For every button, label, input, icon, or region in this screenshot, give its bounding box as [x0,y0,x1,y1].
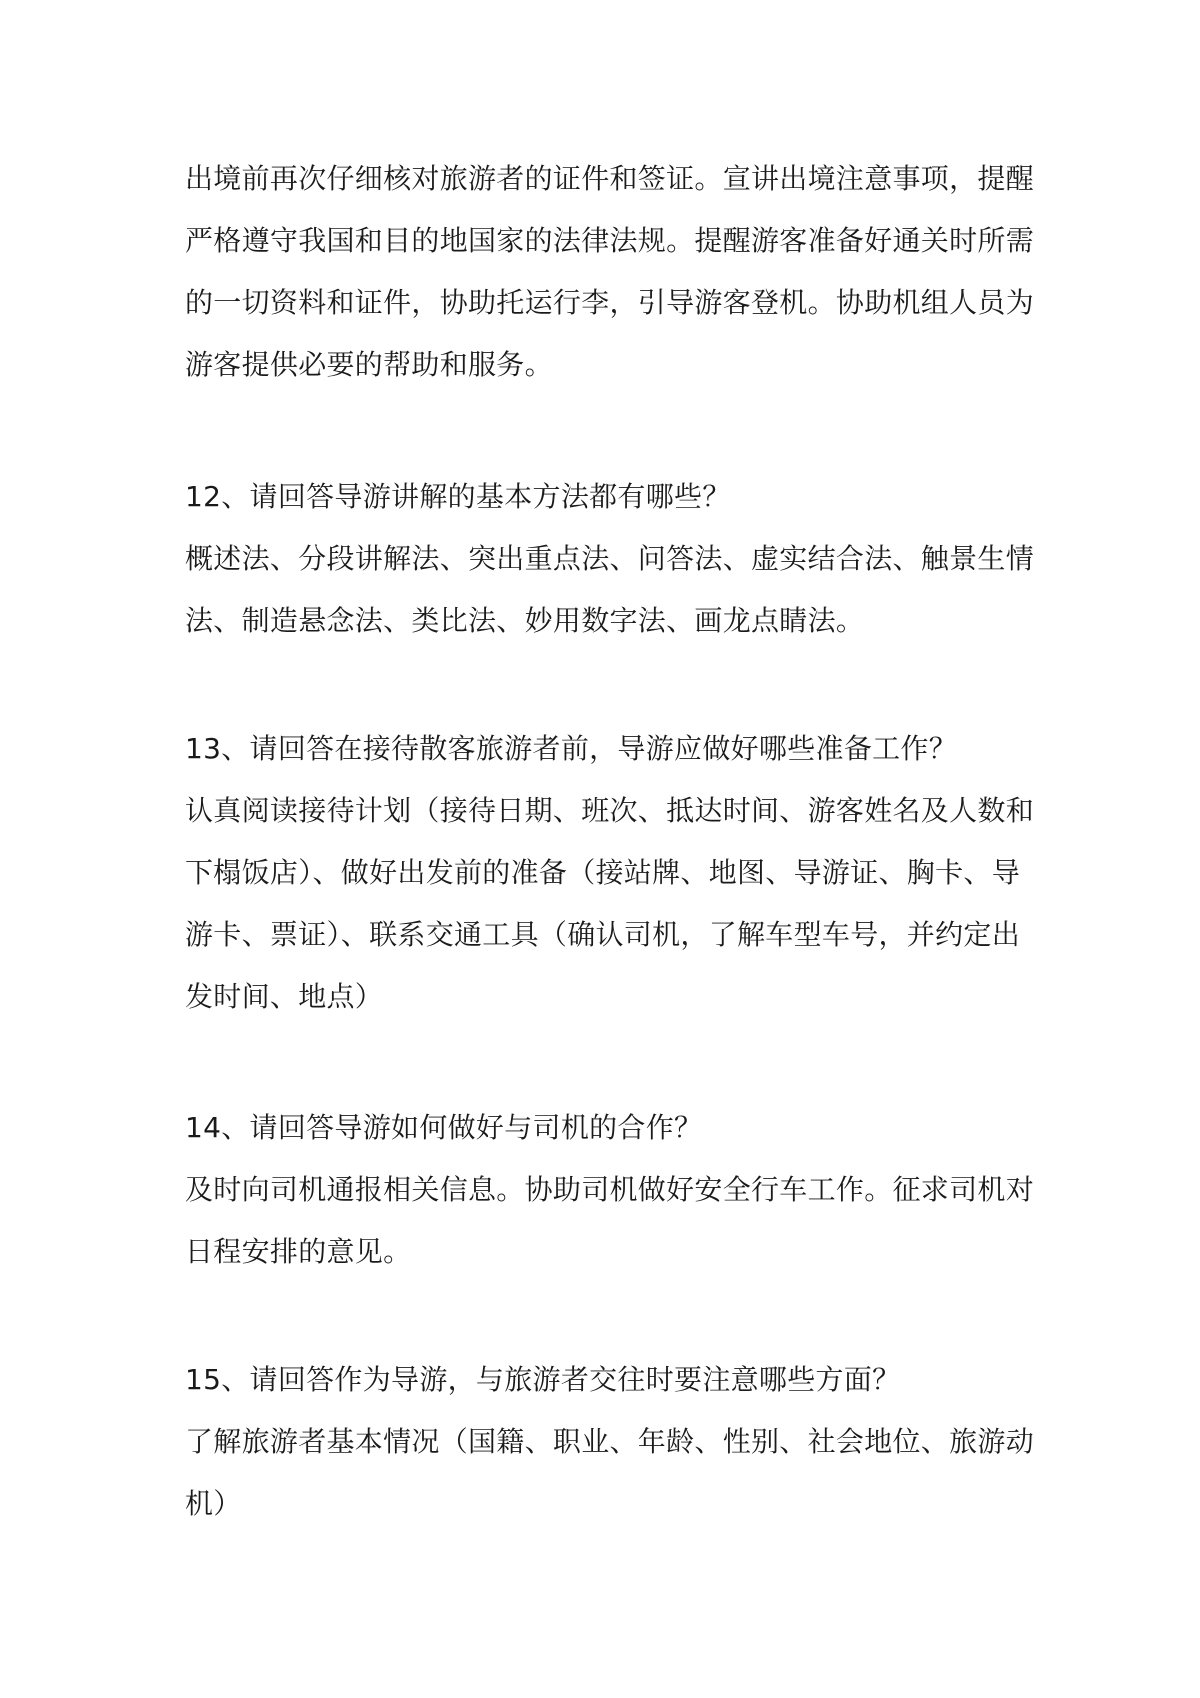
intro-paragraph [185,148,1035,396]
answer-line: 游卡、票证）、联系交通工具（确认司机，了解车型车号，并约定出 [185,918,1021,951]
answer-line: 下榻饭店）、做好出发前的准备（接站牌、地图、导游证、胸卡、导 [185,856,1021,889]
question-heading: 13、请回答在接待散客旅游者前，导游应做好哪些准备工作？ [185,732,958,765]
question-heading: 15、请回答作为导游，与旅游者交往时要注意哪些方面？ [185,1363,901,1396]
answer-line: 发时间、地点） [185,980,384,1013]
answer-line: 认真阅读接待计划（接待日期、班次、抵达时间、游客姓名及人数和 [185,794,1035,827]
answer-line: 概述法、分段讲解法、突出重点法、问答法、虚实结合法、触景生情 [185,542,1035,575]
answer-line: 及时向司机通报相关信息。协助司机做好安全行车工作。征求司机对 [185,1173,1035,1206]
qa-item-13 [185,718,1035,1028]
qa-item-12 [185,466,1035,652]
qa-item-15 [185,1349,1035,1535]
paragraph-line: 严格遵守我国和目的地国家的法律法规。提醒游客准备好通关时所需 [185,224,1035,257]
qa-item-14 [185,1097,1035,1283]
paragraph-line: 出境前再次仔细核对旅游者的证件和签证。宣讲出境注意事项，提醒 [185,162,1035,195]
question-heading: 12、请回答导游讲解的基本方法都有哪些？ [185,480,731,513]
question-heading: 14、请回答导游如何做好与司机的合作？ [185,1111,703,1144]
answer-line: 法、制造悬念法、类比法、妙用数字法、画龙点睛法。 [185,604,865,637]
paragraph-line: 游客提供必要的帮助和服务。 [185,348,553,381]
answer-line: 日程安排的意见。 [185,1235,412,1268]
answer-line: 机） [185,1487,242,1520]
paragraph-line: 的一切资料和证件，协助托运行李，引导游客登机。协助机组人员为 [185,286,1035,319]
answer-line: 了解旅游者基本情况（国籍、职业、年龄、性别、社会地位、旅游动 [185,1425,1035,1458]
